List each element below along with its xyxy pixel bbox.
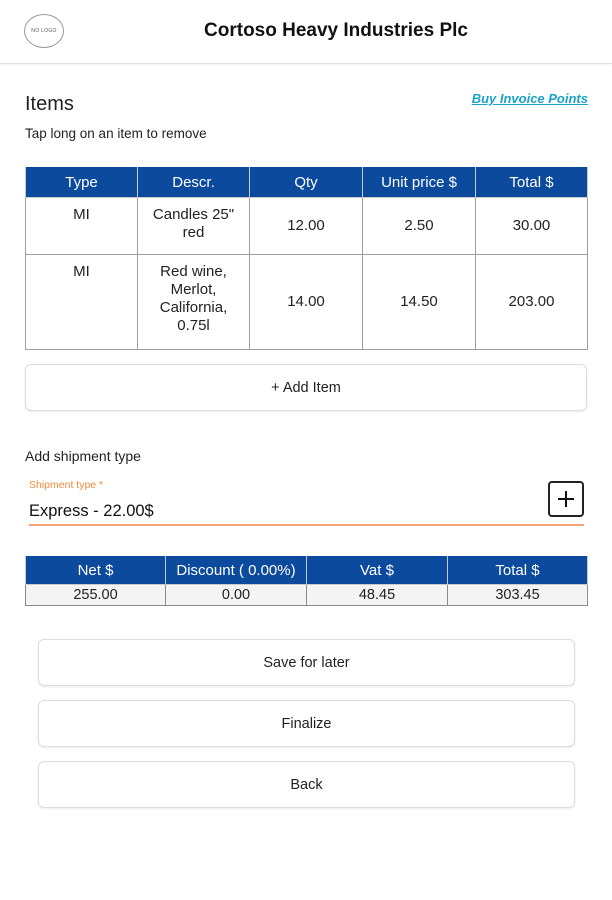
cell-description: Red wine, Merlot, California, 0.75l xyxy=(138,255,250,350)
column-header-description: Descr. xyxy=(138,167,250,198)
cell-qty: 12.00 xyxy=(250,198,363,255)
shipment-type-select[interactable]: Express - 22.00$ xyxy=(29,502,584,526)
table-row[interactable] xyxy=(26,255,588,350)
table-row[interactable] xyxy=(26,198,588,255)
items-heading: Items xyxy=(25,93,74,115)
totals-table-header xyxy=(26,556,588,585)
finalize-button[interactable]: Finalize xyxy=(38,700,575,747)
shipment-type-label: Shipment type * xyxy=(29,479,104,491)
cell-type: MI xyxy=(26,198,138,255)
cell-total: 30.00 xyxy=(476,198,588,255)
cell-qty: 14.00 xyxy=(250,255,363,350)
cell-unit-price: 14.50 xyxy=(363,255,476,350)
column-header-qty: Qty xyxy=(250,167,363,198)
cell-unit-price: 2.50 xyxy=(363,198,476,255)
page-title: Cortoso Heavy Industries Plc xyxy=(204,20,468,41)
items-table-header xyxy=(26,167,588,198)
cell-total: 203.00 xyxy=(476,255,588,350)
remove-hint: Tap long on an item to remove xyxy=(25,126,207,141)
buy-invoice-points-link[interactable]: Buy Invoice Points xyxy=(471,91,588,106)
totals-table xyxy=(25,556,588,606)
add-item-button[interactable]: + Add Item xyxy=(25,364,587,411)
totals-row xyxy=(26,585,588,606)
app-header xyxy=(0,0,612,64)
column-header-net: Net $ xyxy=(26,556,166,585)
save-for-later-button[interactable]: Save for later xyxy=(38,639,575,686)
cell-description: Candles 25" red xyxy=(138,198,250,255)
company-logo xyxy=(24,14,64,48)
add-shipment-button[interactable] xyxy=(548,481,584,517)
cell-type: MI xyxy=(26,255,138,350)
column-header-type: Type xyxy=(26,167,138,198)
shipment-heading: Add shipment type xyxy=(25,448,141,464)
plus-icon xyxy=(557,490,575,508)
column-header-total: Total $ xyxy=(476,167,588,198)
items-table xyxy=(25,167,588,350)
vat-value: 48.45 xyxy=(307,585,448,606)
column-header-vat: Vat $ xyxy=(307,556,448,585)
logo-text: NO LOGO xyxy=(31,28,57,34)
grand-total-value: 303.45 xyxy=(448,585,588,606)
column-header-grand-total: Total $ xyxy=(448,556,588,585)
discount-value: 0.00 xyxy=(166,585,307,606)
back-button[interactable]: Back xyxy=(38,761,575,808)
net-value: 255.00 xyxy=(26,585,166,606)
column-header-unit-price: Unit price $ xyxy=(363,167,476,198)
column-header-discount: Discount ( 0.00%) xyxy=(166,556,307,585)
